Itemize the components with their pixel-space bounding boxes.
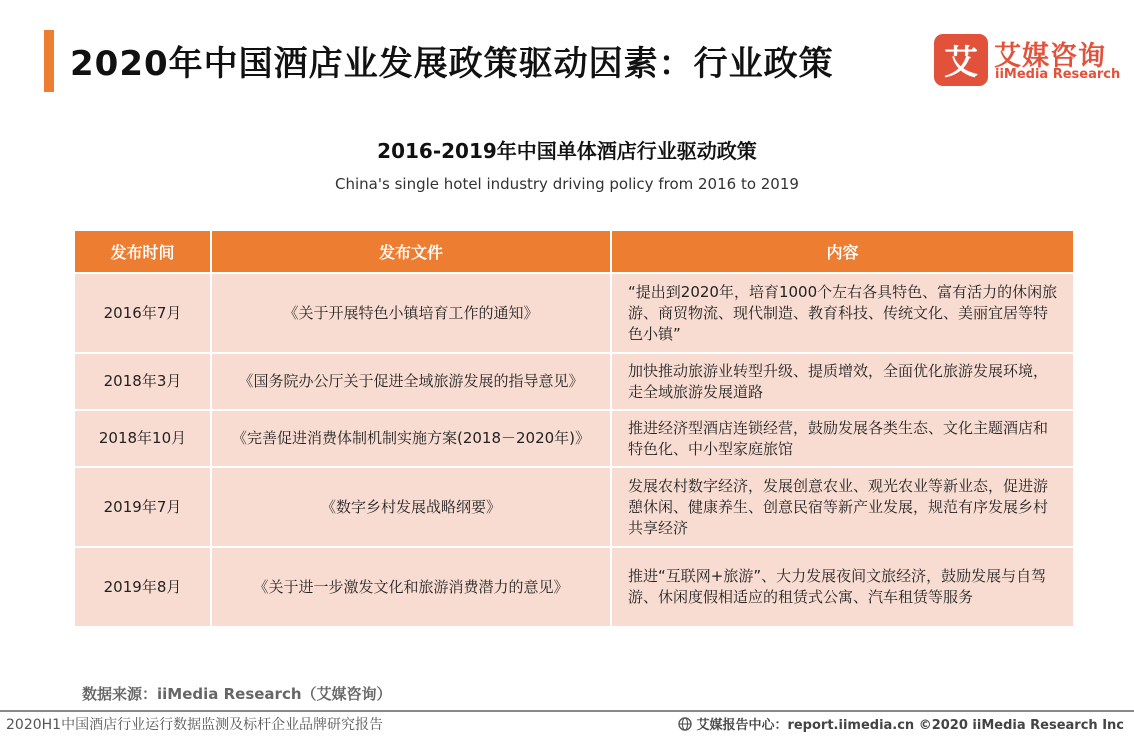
table-row (75, 409, 1073, 466)
data-source: 数据来源：iiMedia Research（艾媒咨询） (82, 685, 392, 703)
table-row (75, 352, 1073, 409)
cell-date: 2016年7月 (75, 272, 212, 352)
cell-date: 2018年10月 (75, 409, 212, 466)
cell-document: 《数字乡村发展战略纲要》 (212, 466, 612, 546)
logo-mark-icon (934, 34, 988, 86)
cell-content: 推进“互联网+旅游”、大力发展夜间文旅经济，鼓励发展与自驾游、休闲度假相适应的租赁式公寓、汽车租赁等服务 (612, 546, 1073, 626)
title-accent-bar (44, 30, 54, 92)
table-subtitle-en: China's single hotel industry driving policy from 2016 to 2019 (335, 175, 799, 193)
table-header-row (75, 231, 1073, 272)
header-content: 内容 (612, 231, 1073, 272)
cell-content: “提出到2020年，培育1000个左右各具特色、富有活力的休闲旅游、商贸物流、现代制造、教育科技、传统文化、美丽宜居等特色小镇” (612, 272, 1073, 352)
brand-logo (934, 34, 1121, 88)
table-title: 2016-2019年中国单体酒店行业驱动政策 (377, 139, 757, 163)
header-date: 发布时间 (75, 231, 212, 272)
cell-document: 《国务院办公厅关于促进全域旅游发展的指导意见》 (212, 352, 612, 409)
cell-document: 《关于开展特色小镇培育工作的通知》 (212, 272, 612, 352)
header-document: 发布文件 (212, 231, 612, 272)
footer-report-title: 2020H1中国酒店行业运行数据监测及标杆企业品牌研究报告 (6, 717, 384, 733)
table-row (75, 272, 1073, 352)
logo-name-cn: 艾媒咨询 (994, 41, 1106, 72)
cell-document: 《关于进一步激发文化和旅游消费潜力的意见》 (212, 546, 612, 626)
footer-divider (0, 710, 1134, 712)
svg-text:艾: 艾 (944, 43, 978, 83)
table-row (75, 546, 1073, 626)
footer-copyright-text[interactable]: 艾媒报告中心：report.iimedia.cn ©2020 iiMedia Research Inc (696, 718, 1124, 733)
table-row (75, 466, 1073, 546)
footer-copyright (678, 714, 1124, 735)
policy-table (75, 231, 1073, 626)
cell-document: 《完善促进消费体制机制实施方案(2018－2020年)》 (212, 409, 612, 466)
cell-date: 2019年7月 (75, 466, 212, 546)
globe-icon (678, 717, 692, 735)
cell-content: 发展农村数字经济，发展创意农业、观光农业等新业态，促进游憩休闲、健康养生、创意民宿等新产业发展，规范有序发展乡村共享经济 (612, 466, 1073, 546)
cell-date: 2018年3月 (75, 352, 212, 409)
cell-content: 推进经济型酒店连锁经营，鼓励发展各类生态、文化主题酒店和特色化、中小型家庭旅馆 (612, 409, 1073, 466)
page-title: 2020年中国酒店业发展政策驱动因素：行业政策 (70, 44, 834, 84)
cell-date: 2019年8月 (75, 546, 212, 626)
cell-content: 加快推动旅游业转型升级、提质增效，全面优化旅游发展环境，走全域旅游发展道路 (612, 352, 1073, 409)
logo-name-en: iiMedia Research (995, 67, 1121, 82)
